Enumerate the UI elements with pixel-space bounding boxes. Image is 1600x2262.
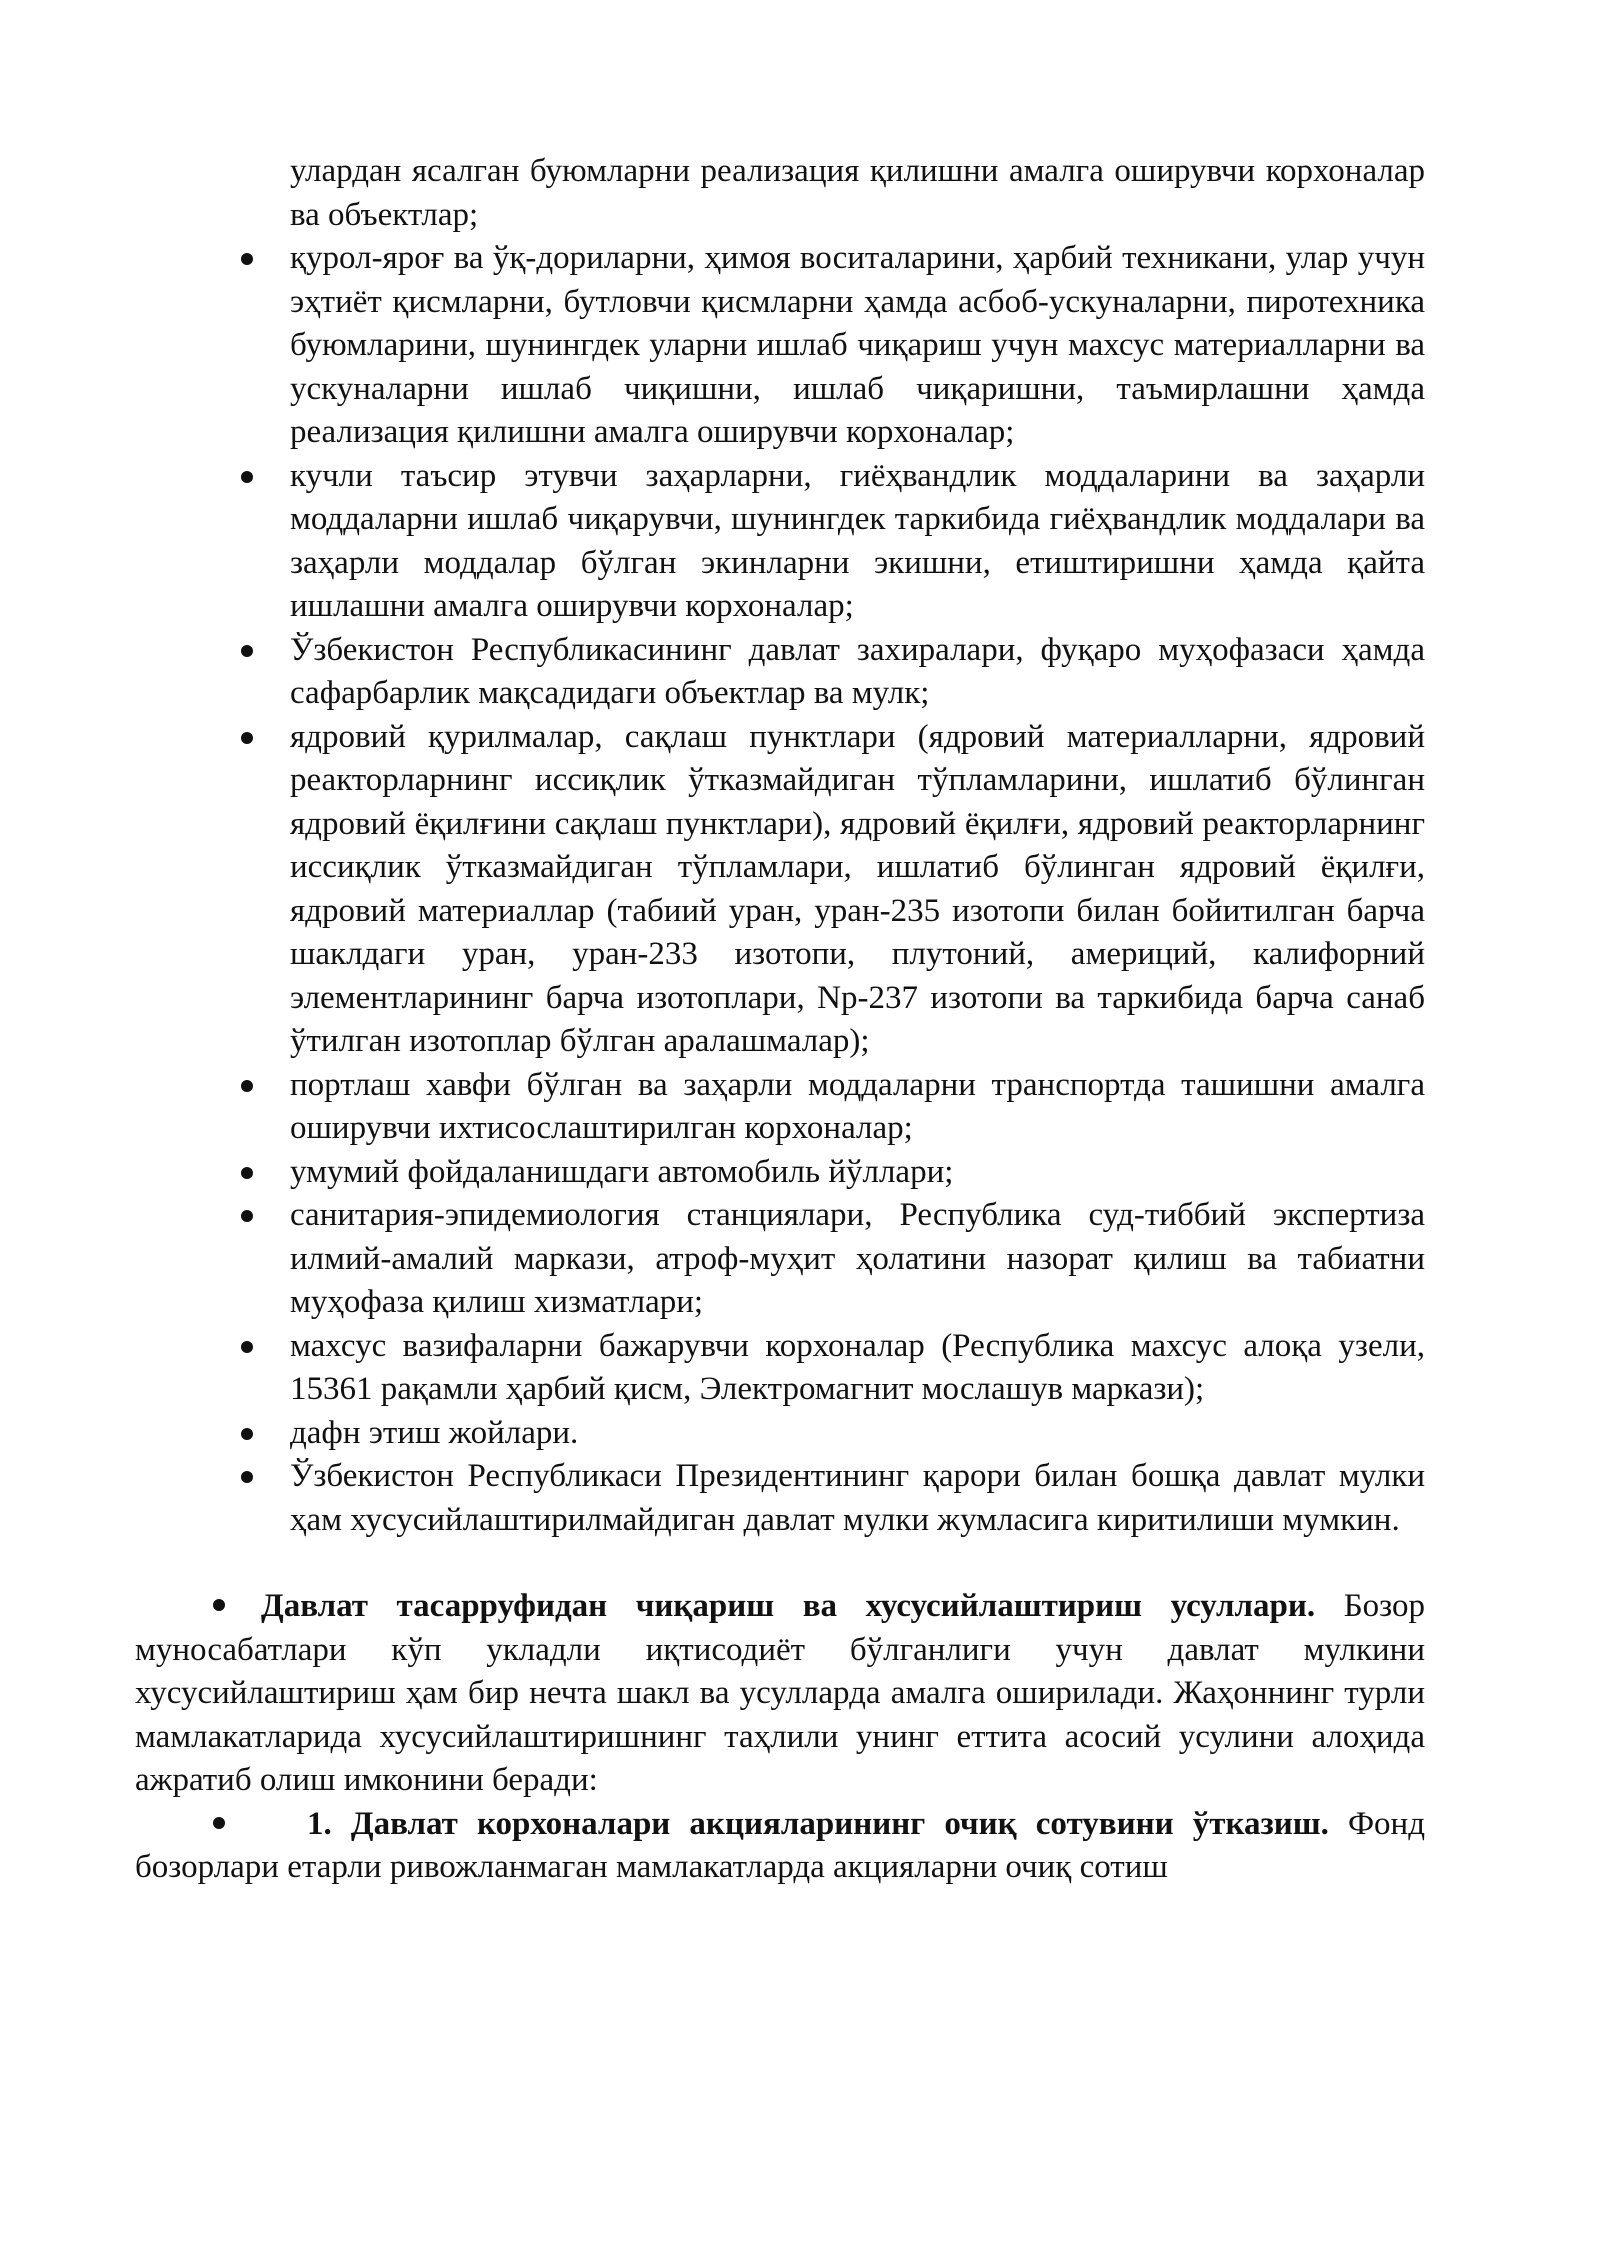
bullet-icon: [213, 1817, 225, 1829]
bullet-icon: [241, 1167, 253, 1179]
list-item: [135, 455, 1425, 629]
list-item-text: умумий фойдаланишдаги автомобиль йўллари;: [290, 1153, 954, 1190]
list-item: [135, 629, 1425, 716]
list-item: [135, 1412, 1425, 1456]
list-item-text: ядровий қурилмалар, сақлаш пунктлари (ядровий материалларни, ядровий реакторларнинг иссиқлик ўтказмайдиган тўпламларини, ишлатиб бўлинган ядровий ёқилғини сақлаш пунктлари), ядровий ёқилғи, ядровий реакторларнинг иссиқлик ўтказмайдиган тўпламлари, ишлатиб бўлинган ядровий ёқилғи, ядровий материаллар (табиий уран, уран-235 изотопи билан бойитилган барча шаклдаги уран, уран-233 изотопи, плутоний, америций, калифорний элементларининг барча изотоплари, Np-237 изотопи ва таркибида барча санаб ўтилган изотоплар бўлган аралашмалар);: [290, 718, 1425, 1059]
bullet-icon: [241, 1471, 253, 1483]
list-item: [135, 237, 1425, 455]
bullet-list: [135, 237, 1425, 1542]
list-item: [135, 1455, 1425, 1542]
bullet-icon: [241, 253, 253, 265]
bullet-icon: [241, 471, 253, 483]
list-item-text: дафн этиш жойлари.: [290, 1414, 579, 1451]
list-item: [135, 716, 1425, 1064]
section-methods: [135, 1585, 1425, 1803]
list-item: [135, 1151, 1425, 1195]
list-item: [135, 1194, 1425, 1325]
list-item: [135, 1064, 1425, 1151]
bullet-icon: [241, 1428, 253, 1440]
list-item-text: Ўзбекистон Республикаси Президентининг қарори билан бошқа давлат мулки ҳам хусусийлаштирилмайдиган давлат мулки жумласига киритилиши мумкин.: [290, 1458, 1425, 1538]
section-heading: Давлат тасарруфидан чиқариш ва хусусийлаштириш усуллари.: [261, 1588, 1316, 1624]
list-item: [135, 1325, 1425, 1412]
bullet-icon: [241, 1080, 253, 1092]
list-item-text: махсус вазифаларни бажарувчи корхоналар (Республика махсус алоқа узели, 15361 рақамли ҳарбий қисм, Электромагнит мослашув маркази);: [290, 1327, 1425, 1407]
continuation-paragraph: улардан ясалган буюмларни реализация қилишни амалга оширувчи корхоналар ва объектлар;: [290, 153, 1425, 233]
section-heading: 1. Давлат корхоналари акцияларининг очиқ сотувини ўтказиш.: [307, 1805, 1329, 1842]
section-method-1: [135, 1803, 1425, 1890]
list-item-text: Ўзбекистон Республикасининг давлат захиралари, фуқаро муҳофазаси ҳамда сафарбарлик мақсадидаги объектлар ва мулк;: [290, 631, 1425, 711]
paragraph-spacer: [135, 1542, 1425, 1585]
bullet-icon: [241, 732, 253, 744]
bullet-icon: [241, 1341, 253, 1353]
list-item-text: қурол-яроғ ва ўқ-дориларни, ҳимоя воситаларини, ҳарбий техникани, улар учун эҳтиёт қисмларни, бутловчи қисмларни ҳамда асбоб-ускуналарни, пиротехника буюмларини, шунингдек уларни ишлаб чиқариш учун махсус материалларни ва ускуналарни ишлаб чиқишни, ишлаб чиқаришни, таъмирлашни ҳамда реализация қилишни амалга оширувчи корхоналар;: [290, 240, 1425, 450]
section-body: Бозор муносабатлари кўп укладли иқтисодиёт бўлганлиги учун давлат мулкини хусусийлаштириш ҳам бир нечта шакл ва усулларда амалга оширилади. Жаҳоннинг турли мамлакатларида хусусийлаштиришнинг таҳлили унинг еттита асосий усулини алоҳида ажратиб олиш имконини беради:: [135, 1588, 1425, 1798]
list-item-text: портлаш хавфи бўлган ва заҳарли моддаларни транспортда ташишни амалга оширувчи ихтисослаштирилган корхоналар;: [290, 1066, 1425, 1146]
list-item-text: санитария-эпидемиология станциялари, Республика суд-тиббий экспертиза илмий-амалий маркази, атроф-муҳит ҳолатини назорат қилиш ва табиатни муҳофаза қилиш хизматлари;: [290, 1197, 1425, 1320]
section-body: Фонд бозорлари етарли ривожланмаган мамлакатларда акцияларни очиқ сотиш: [135, 1805, 1425, 1885]
bullet-icon: [241, 1210, 253, 1222]
list-item-text: кучли таъсир этувчи заҳарларни, гиёҳвандлик моддаларини ва заҳарли моддаларни ишлаб чиқарувчи, шунингдек таркибида гиёҳвандлик моддалари ва заҳарли моддалар бўлган экинларни экишни, етиштиришни ҳамда қайта ишлашни амалга оширувчи корхоналар;: [290, 457, 1425, 624]
document-page: [135, 150, 1425, 1890]
bullet-icon: [213, 1599, 225, 1611]
bullet-icon: [241, 645, 253, 657]
